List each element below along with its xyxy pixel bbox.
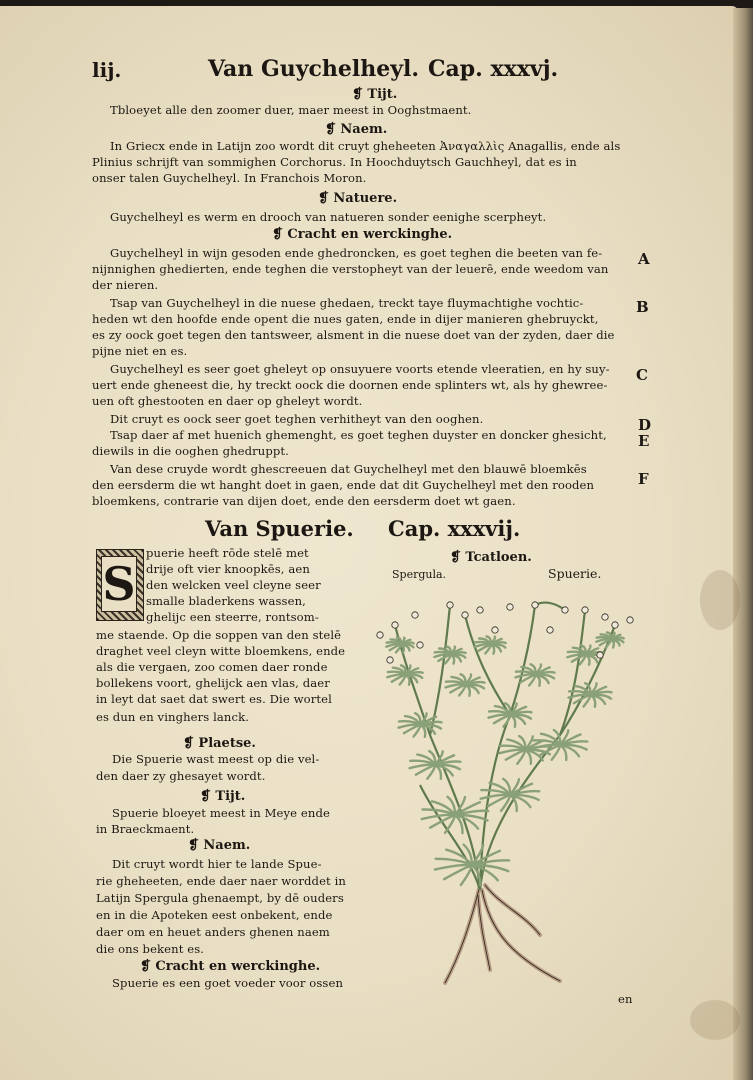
flower (597, 652, 603, 658)
text-line: bollekens voort, ghelijck aen vlas, daer (96, 676, 330, 690)
text-line: Guychelheyl es werm en drooch van natueren sonder eenighe scerpheyt. (110, 210, 547, 224)
flower (602, 614, 608, 620)
flower (612, 622, 618, 628)
section-heading-tyt2: ❡ Tijt. (200, 789, 246, 804)
section-heading-plaetse: ❡ Plaetse. (183, 736, 256, 751)
text-line: Spuerie bloeyet meest in Meye ende (112, 806, 330, 820)
flower (547, 627, 553, 633)
section2-chapter: Cap. xxxvij. (388, 516, 521, 541)
flower (447, 602, 453, 608)
running-title: Van Guychelheyl. (208, 56, 420, 82)
flower (412, 612, 418, 618)
flower (477, 607, 483, 613)
section-heading-cracht: ❡ Cracht en werckinghe. (272, 227, 453, 242)
margin-letter-d: D (638, 416, 652, 434)
margin-letter-b: B (636, 298, 649, 316)
decorated-initial: S (96, 549, 144, 621)
text-line: Van dese cruyde wordt ghescreeuen dat Guychelheyl met den blauwē bloemkēs (110, 462, 587, 476)
text-line: draghet veel cleyn witte bloemkens, ende (96, 644, 346, 658)
flower (627, 617, 633, 623)
section2-title: Van Spuerie. (205, 516, 354, 541)
flower (532, 602, 538, 608)
flower (492, 627, 498, 633)
folio-number: lij. (92, 58, 122, 82)
text-line: Guychelheyl es seer goet gheleyt op onsuyuere voorts etende vleeratien, en hy suy- (110, 362, 610, 376)
section-heading-naem2: ❡ Naem. (188, 838, 251, 853)
flower (377, 632, 383, 638)
text-line: daer om en heuet anders ghenen naem (96, 925, 330, 939)
text-line: Tsap daer af met huenich ghemenght, es goet teghen duyster en doncker ghesicht, (110, 428, 607, 442)
text-line: Die Spuerie wast meest op die vel- (112, 752, 320, 766)
root (445, 885, 480, 983)
text-line: Dit cruyt es oock seer goet teghen verhitheyt van den ooghen. (110, 412, 484, 426)
flower (582, 607, 588, 613)
text-line: die ons bekent es. (96, 942, 205, 956)
text-line: ghelijc een steerre, rontsom- (146, 610, 319, 624)
text-line: es dun en vinghers lanck. (96, 710, 249, 724)
text-line: pijne niet en es. (92, 344, 188, 358)
text-line: en in die Apoteken eest onbekent, ende (96, 908, 333, 922)
text-line: Guychelheyl in wijn gesoden ende ghedroncken, es goet teghen die beeten van fe- (110, 246, 603, 260)
text-line: me staende. Op die soppen van den stelē (96, 628, 342, 642)
text-line: uen oft ghestooten en daer op gheleyt wordt. (92, 394, 363, 408)
stem (465, 615, 510, 715)
text-line: puerie heeft rōde stelē met (146, 546, 309, 560)
text-line: der nieren. (92, 278, 159, 292)
text-line: smalle bladerkens wassen, (146, 594, 306, 608)
text-line: den welcken veel cleyne seer (146, 578, 321, 592)
chapter-number: Cap. xxxvj. (428, 56, 559, 82)
spergula-woodcut-illustration (360, 585, 650, 990)
text-line: In Griecx ende in Latijn zoo wordt dit cruyt gheheeten Ἀναγαλλὶς Anagallis, ende als (110, 139, 621, 153)
text-line: rie gheheeten, ende daer naer worddet in (96, 874, 346, 888)
section-heading-naem: ❡ Naem. (325, 122, 388, 137)
page-gutter (733, 8, 753, 1080)
margin-letter-c: C (636, 366, 648, 384)
foxing-stain (700, 570, 740, 630)
figure-caption: ❡ Tcatloen. (450, 550, 532, 565)
text-line: es zy oock goet tegen den tantsweer, alsment in die nuese doet van der zyden, daer die (92, 328, 615, 342)
figure-label-vernacular: Spuerie. (548, 566, 602, 581)
root (482, 890, 560, 981)
text-line: bloemkens, contrarie van dijen doet, ende den eersderm doet wt gaen. (92, 494, 516, 508)
text-line: Latijn Spergula ghenaempt, by dē ouders (96, 891, 344, 905)
text-line: nijnnighen ghedierten, ende teghen die verstopheyt van der leuerē, ende weedom van (92, 262, 609, 276)
flower (392, 622, 398, 628)
text-line: Spuerie es een goet voeder voor ossen (112, 976, 344, 990)
text-line: drije oft vier knoopkēs, aen (146, 562, 310, 576)
text-line: onser talen Guychelheyl. In Franchois Moron. (92, 171, 367, 185)
margin-letter-f: F (638, 470, 649, 488)
root-outline (482, 890, 560, 981)
foxing-stain (690, 1000, 740, 1040)
text-line: den eersderm die wt hanght doet in gaen, ende dat dit Guychelheyl met den rooden (92, 478, 595, 492)
section-heading-cracht2: ❡ Cracht en werckinghe. (140, 959, 321, 974)
text-line: den daer zy ghesayet wordt. (96, 769, 266, 783)
text-line: Plinius schrijft van sommighen Corchorus. In Hoochduytsch Gauchheyl, dat es in (92, 155, 577, 169)
text-line: in leyt dat saet dat swert es. Die wortel (96, 692, 332, 706)
flower (387, 657, 393, 663)
flower (562, 607, 568, 613)
text-line: diewils in die ooghen ghedruppt. (92, 444, 289, 458)
figure-label-latin: Spergula. (392, 568, 447, 581)
catchword: en (618, 992, 633, 1006)
flower (462, 612, 468, 618)
text-line: in Braeckmaent. (96, 822, 195, 836)
text-line: Tsap van Guychelheyl in die nuese ghedaen, treckt taye fluymachtighe vochtic- (110, 296, 584, 310)
text-line: uert ende gheneest die, hy treckt oock die doornen ende splinters wt, als hy ghewree- (92, 378, 608, 392)
margin-letter-e: E (638, 432, 650, 450)
stem (535, 603, 565, 610)
stem (430, 605, 450, 735)
section-heading-natuere: ❡ Natuere. (318, 191, 398, 206)
margin-letter-a: A (638, 250, 650, 268)
text-line: heden wt den hoofde ende opent die nues gaten, ende in dijer manieren ghebruyckt, (92, 312, 599, 326)
flower (507, 604, 513, 610)
text-line: Dit cruyt wordt hier te lande Spue- (112, 857, 322, 871)
text-line: Tbloeyet alle den zoomer duer, maer meest in Ooghstmaent. (110, 103, 472, 117)
flower (417, 642, 423, 648)
section-heading-tyt: ❡ Tijt. (352, 87, 398, 102)
text-line: als die vergaen, zoo comen daer ronde (96, 660, 328, 674)
